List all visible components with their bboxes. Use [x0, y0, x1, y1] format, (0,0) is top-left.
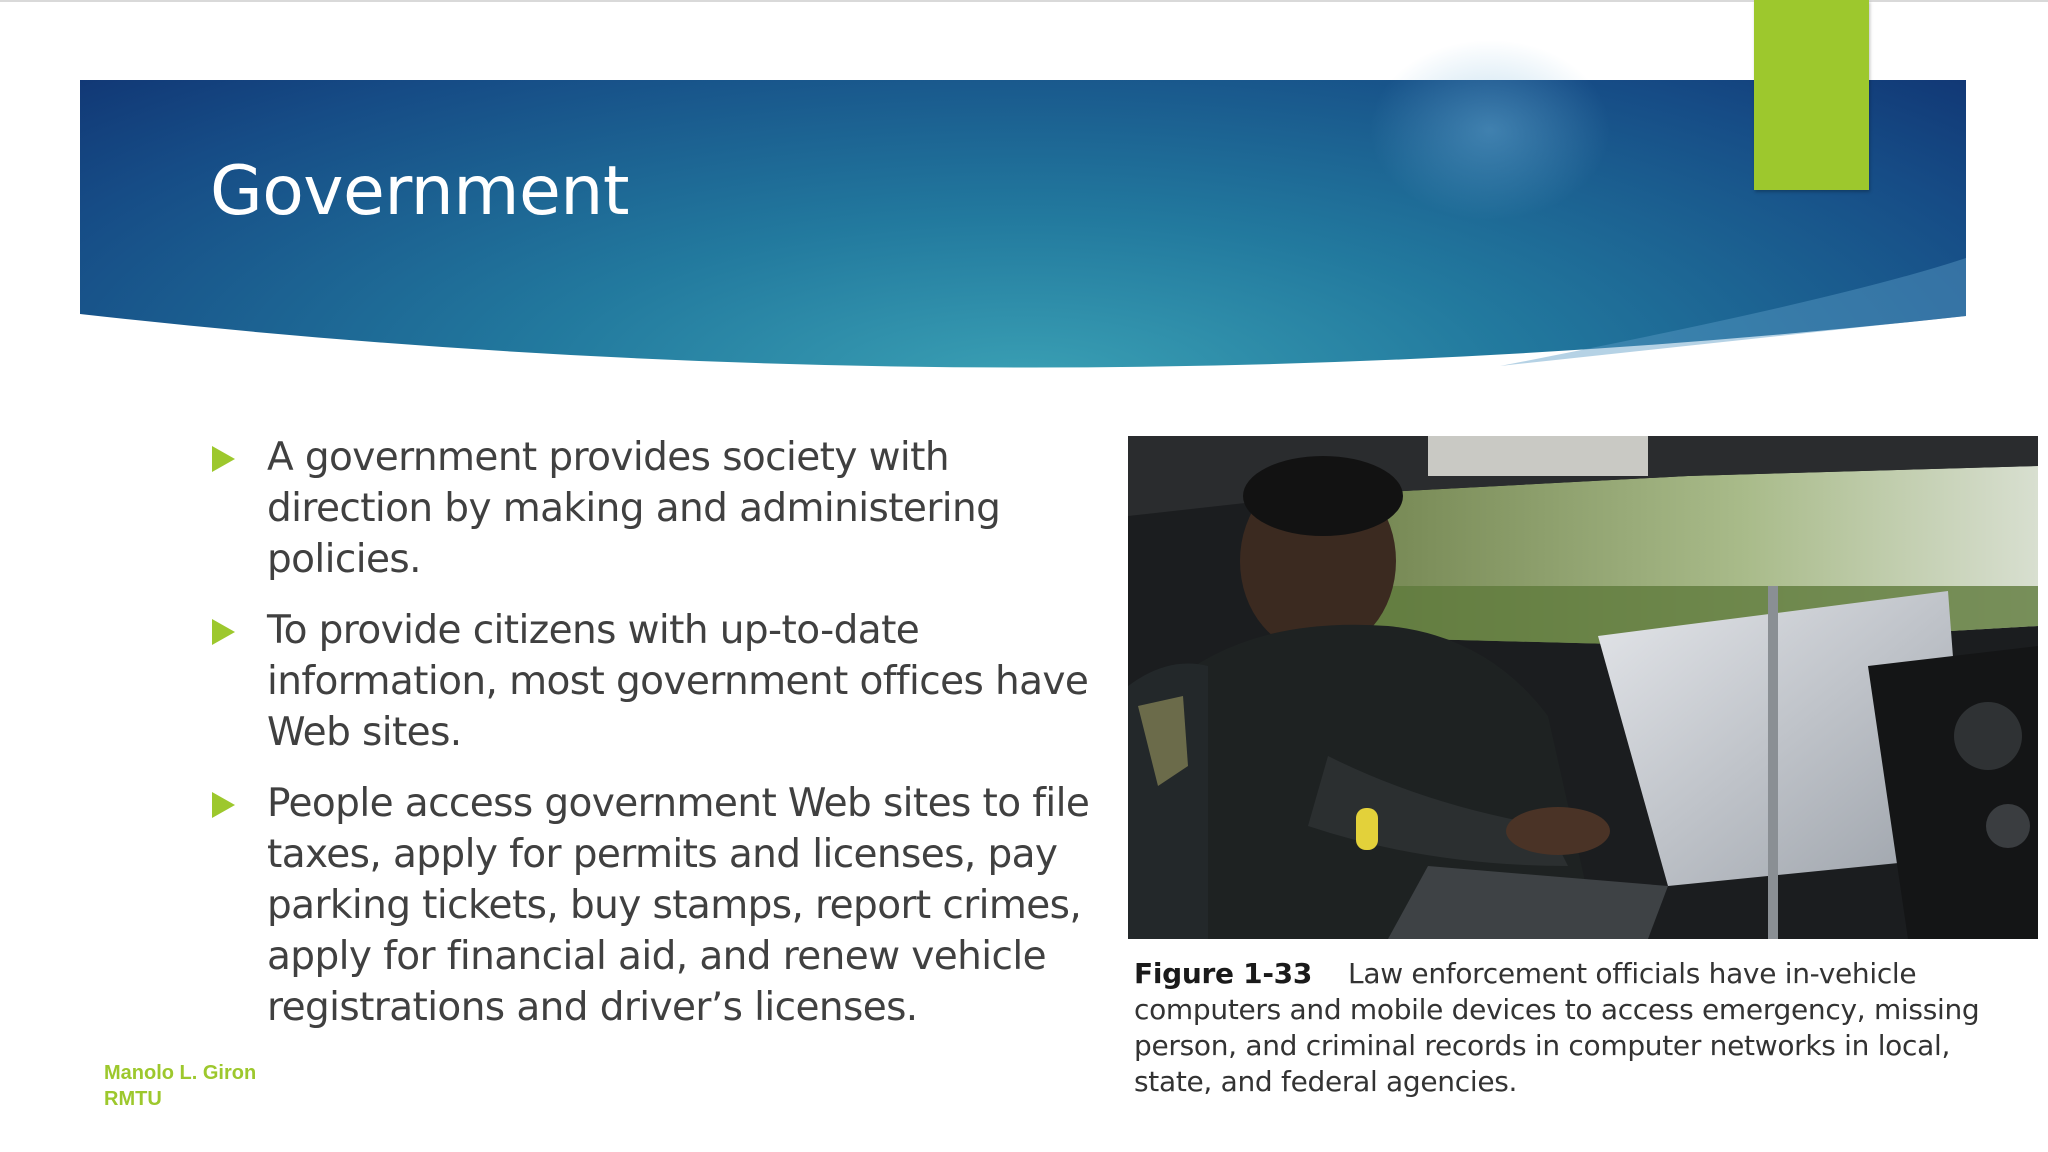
bullet-list [210, 432, 1100, 1053]
figure-label: Figure 1-33 [1134, 957, 1313, 990]
triangle-bullet-icon [212, 792, 235, 818]
triangle-bullet-icon [212, 619, 235, 645]
officer-laptop-photo [1128, 436, 2038, 939]
bullet-item [210, 778, 1100, 1033]
triangle-bullet-icon [212, 446, 235, 472]
bullet-text: To provide citizens with up-to-date information, most government offices have Web sites. [267, 608, 1089, 755]
footer-author [104, 1060, 256, 1112]
bullet-text: People access government Web sites to file taxes, apply for permits and licenses, pay parking tickets, buy stamps, report crimes, apply for financial aid, and renew vehicle registrations and driver’s licenses. [267, 781, 1090, 1030]
accent-tab [1754, 0, 1869, 190]
figure-caption-text: Law enforcement officials have in-vehicle computers and mobile devices to access emergency, missing person, and criminal records in computer networks in local, state, and federal agencies. [1134, 957, 1980, 1098]
figure [1128, 436, 2038, 1112]
bullet-text: A government provides society with direction by making and administering policies. [267, 435, 1001, 582]
figure-caption [1134, 956, 2034, 1100]
author-org: RMTU [104, 1088, 162, 1110]
slide-title: Government [210, 152, 630, 231]
author-name: Manolo L. Giron [104, 1062, 257, 1084]
bullet-item [210, 432, 1100, 585]
bullet-item [210, 605, 1100, 758]
